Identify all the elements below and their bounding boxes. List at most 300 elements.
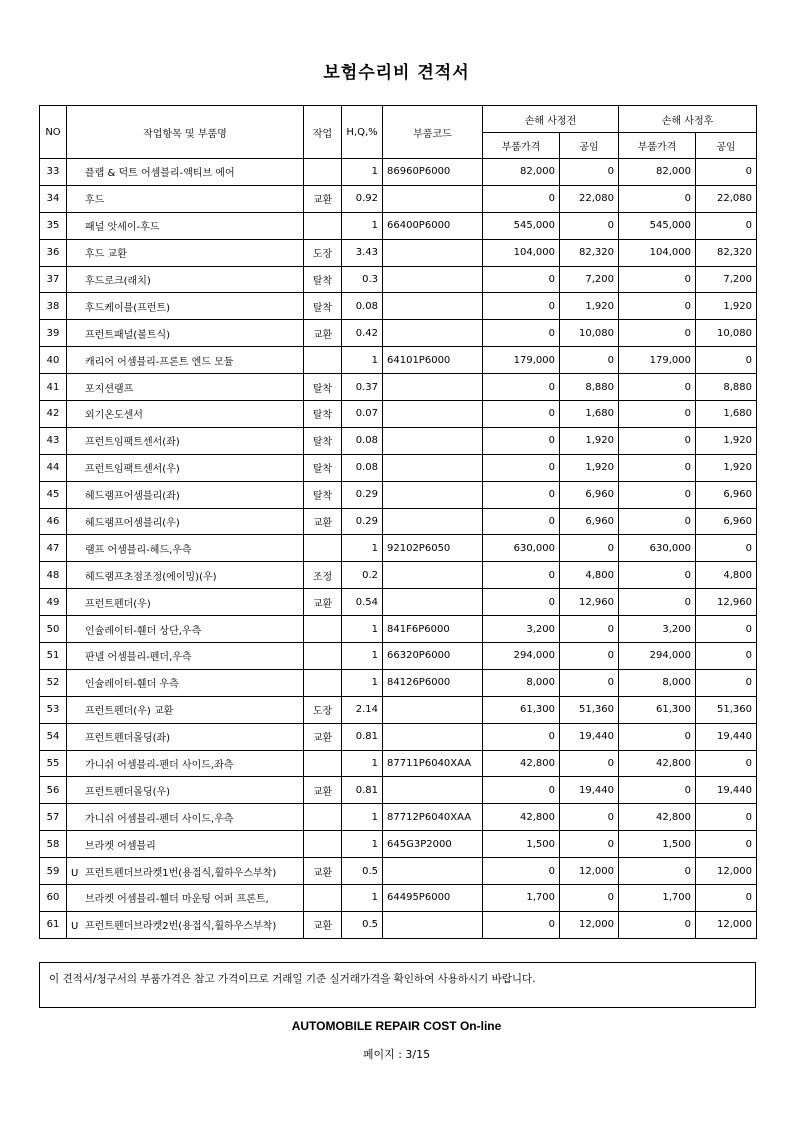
cell-labor-after: 0 (696, 750, 757, 777)
cell-no: 57 (40, 804, 67, 831)
cell-item-name (67, 723, 304, 750)
cell-hq: 1 (342, 804, 383, 831)
header-item: 작업항목 및 부품명 (67, 106, 304, 159)
cell-item-text: 램프 어셈블리-헤드,우측 (85, 544, 192, 556)
cell-labor-before: 19,440 (560, 777, 619, 804)
cell-labor-after: 82,320 (696, 239, 757, 266)
cell-no: 44 (40, 454, 67, 481)
cell-item-name (67, 212, 304, 239)
cell-labor-before: 1,920 (560, 293, 619, 320)
table-row (40, 723, 757, 750)
estimate-table (39, 105, 757, 939)
cell-part-price-before: 0 (483, 911, 560, 938)
cell-no: 40 (40, 347, 67, 374)
cell-item-text: 프런트펜더(우) (85, 598, 151, 610)
cell-work: 탈착 (304, 427, 342, 454)
cell-hq: 1 (342, 643, 383, 670)
cell-item-name (67, 643, 304, 670)
table-row (40, 616, 757, 643)
table-row (40, 750, 757, 777)
cell-part-code (383, 454, 483, 481)
cell-part-code: 92102P6050 (383, 535, 483, 562)
cell-item-text: 후드로크(래치) (85, 276, 151, 287)
cell-part-price-after: 294,000 (619, 643, 696, 670)
cell-no: 56 (40, 777, 67, 804)
cell-part-price-after: 104,000 (619, 239, 696, 266)
cell-item-name (67, 239, 304, 266)
cell-hq: 0.92 (342, 185, 383, 212)
cell-labor-after: 10,080 (696, 320, 757, 347)
cell-work: 탈착 (304, 293, 342, 320)
cell-item-text: 프런트임팩트센서(좌) (85, 437, 180, 449)
cell-part-price-after: 61,300 (619, 696, 696, 723)
cell-part-price-before: 3,200 (483, 616, 560, 643)
cell-item-name (67, 831, 304, 858)
table-row (40, 185, 757, 212)
cell-labor-after: 7,200 (696, 266, 757, 293)
cell-labor-after: 0 (696, 159, 757, 186)
cell-work (304, 616, 342, 643)
cell-labor-before: 0 (560, 212, 619, 239)
cell-part-code (383, 481, 483, 508)
cell-hq: 3.43 (342, 239, 383, 266)
cell-part-code (383, 320, 483, 347)
cell-labor-after: 0 (696, 616, 757, 643)
table-row (40, 696, 757, 723)
cell-part-price-before: 8,000 (483, 669, 560, 696)
cell-part-price-after: 8,000 (619, 669, 696, 696)
cell-part-price-after: 0 (619, 320, 696, 347)
cell-item-name (67, 562, 304, 589)
cell-labor-before: 10,080 (560, 320, 619, 347)
cell-item-text: 후드 교환 (85, 249, 127, 261)
cell-part-price-after: 0 (619, 858, 696, 885)
cell-part-price-after: 545,000 (619, 212, 696, 239)
cell-part-price-after: 0 (619, 293, 696, 320)
cell-part-price-before: 42,800 (483, 804, 560, 831)
cell-hq: 0.29 (342, 481, 383, 508)
cell-part-price-after: 0 (619, 401, 696, 428)
cell-part-price-after: 0 (619, 266, 696, 293)
cell-part-price-before: 82,000 (483, 159, 560, 186)
cell-work: 탈착 (304, 481, 342, 508)
cell-part-code: 84126P6000 (383, 669, 483, 696)
cell-work (304, 212, 342, 239)
cell-work (304, 535, 342, 562)
cell-item-text: 후드케이블(프런트) (85, 302, 171, 314)
cell-item-text: 외기온도센서 (85, 410, 143, 422)
cell-work (304, 159, 342, 186)
cell-labor-before: 0 (560, 347, 619, 374)
cell-part-price-before: 0 (483, 185, 560, 212)
cell-part-code: 841F6P6000 (383, 616, 483, 643)
cell-labor-before: 0 (560, 535, 619, 562)
cell-labor-after: 51,360 (696, 696, 757, 723)
cell-part-price-before: 1,700 (483, 885, 560, 912)
table-row (40, 159, 757, 186)
cell-labor-after: 1,680 (696, 401, 757, 428)
cell-item-name (67, 669, 304, 696)
cell-part-code: 66400P6000 (383, 212, 483, 239)
cell-labor-before: 1,920 (560, 454, 619, 481)
table-row (40, 347, 757, 374)
cell-item-text: 헤드램프어셈블리(좌) (85, 491, 180, 503)
cell-part-price-after: 0 (619, 723, 696, 750)
cell-hq: 0.07 (342, 401, 383, 428)
cell-item-text: 프런트펜더몰딩(좌) (85, 733, 171, 745)
cell-no: 41 (40, 374, 67, 401)
note-box (39, 962, 756, 1008)
cell-work: 교환 (304, 911, 342, 938)
table-row (40, 589, 757, 616)
cell-labor-after: 22,080 (696, 185, 757, 212)
cell-labor-before: 1,920 (560, 427, 619, 454)
cell-item-name (67, 804, 304, 831)
cell-no: 33 (40, 159, 67, 186)
cell-work: 교환 (304, 589, 342, 616)
cell-hq: 1 (342, 347, 383, 374)
cell-item-name (67, 750, 304, 777)
cell-no: 37 (40, 266, 67, 293)
cell-labor-after: 8,880 (696, 374, 757, 401)
cell-item-name (67, 320, 304, 347)
cell-item-text: 헤드램프초점조정(에이밍)(우) (85, 571, 217, 583)
cell-part-price-before: 0 (483, 427, 560, 454)
document-title: 보험수리비 견적서 (323, 63, 470, 83)
header-code: 부품코드 (383, 106, 483, 159)
cell-labor-before: 22,080 (560, 185, 619, 212)
cell-labor-before: 6,960 (560, 508, 619, 535)
cell-labor-after: 19,440 (696, 723, 757, 750)
cell-labor-before: 0 (560, 643, 619, 670)
table-row (40, 562, 757, 589)
cell-work: 도장 (304, 239, 342, 266)
cell-labor-after: 0 (696, 347, 757, 374)
cell-part-price-after: 630,000 (619, 535, 696, 562)
table-row (40, 454, 757, 481)
cell-work: 교환 (304, 777, 342, 804)
cell-item-name (67, 293, 304, 320)
cell-part-code: 645G3P2000 (383, 831, 483, 858)
cell-part-code (383, 401, 483, 428)
cell-hq: 0.2 (342, 562, 383, 589)
cell-labor-before: 0 (560, 831, 619, 858)
cell-hq: 0.08 (342, 427, 383, 454)
cell-item-text: 인슐레이터-휀더 우측 (85, 679, 179, 691)
cell-part-price-before: 0 (483, 293, 560, 320)
cell-item-text: 플랩 & 덕트 어셈블리-액티브 에어 (85, 168, 235, 180)
note-text: 이 견적서/청구서의 부품가격은 참고 가격이므로 거래일 기준 실거래가격을 확인하여 사용하시기 바랍니다. (49, 973, 536, 985)
cell-item-name (67, 885, 304, 912)
cell-item-text: 가니쉬 어셈블리-펜더 사이드,좌측 (85, 760, 234, 772)
cell-part-code: 64495P6000 (383, 885, 483, 912)
cell-no: 53 (40, 696, 67, 723)
table-row (40, 374, 757, 401)
cell-labor-after: 0 (696, 804, 757, 831)
cell-item-name (67, 535, 304, 562)
table-row (40, 669, 757, 696)
cell-part-price-after: 42,800 (619, 804, 696, 831)
table-row (40, 481, 757, 508)
cell-labor-after: 0 (696, 643, 757, 670)
cell-item-name (67, 911, 304, 938)
cell-part-price-after: 0 (619, 508, 696, 535)
cell-labor-after: 1,920 (696, 454, 757, 481)
cell-labor-after: 0 (696, 535, 757, 562)
cell-work (304, 750, 342, 777)
cell-labor-after: 12,000 (696, 911, 757, 938)
cell-labor-after: 6,960 (696, 508, 757, 535)
cell-item-name (67, 696, 304, 723)
cell-no: 50 (40, 616, 67, 643)
cell-hq: 1 (342, 831, 383, 858)
cell-part-price-before: 0 (483, 454, 560, 481)
cell-item-text: 판넬 어셈블리-펜더,우측 (85, 652, 192, 664)
cell-labor-before: 19,440 (560, 723, 619, 750)
cell-part-code (383, 508, 483, 535)
cell-no: 51 (40, 643, 67, 670)
cell-part-code (383, 239, 483, 266)
table-row (40, 427, 757, 454)
cell-part-price-before: 1,500 (483, 831, 560, 858)
cell-part-code (383, 427, 483, 454)
cell-mark: U (71, 921, 79, 933)
cell-part-code (383, 858, 483, 885)
cell-part-price-before: 0 (483, 777, 560, 804)
cell-item-text: 캐리어 어셈블리-프론트 엔드 모듈 (85, 356, 234, 368)
cell-work: 교환 (304, 508, 342, 535)
cell-part-price-after: 0 (619, 374, 696, 401)
cell-hq: 1 (342, 750, 383, 777)
cell-item-name (67, 454, 304, 481)
header-labor-before: 공임 (560, 133, 619, 159)
cell-work: 조정 (304, 562, 342, 589)
cell-hq: 0.81 (342, 777, 383, 804)
cell-work (304, 347, 342, 374)
table-row (40, 239, 757, 266)
cell-work: 탈착 (304, 266, 342, 293)
cell-labor-before: 0 (560, 750, 619, 777)
cell-item-text: 패널 앗세이-후드 (85, 222, 160, 234)
cell-no: 48 (40, 562, 67, 589)
cell-part-code: 64101P6000 (383, 347, 483, 374)
cell-part-price-after: 1,500 (619, 831, 696, 858)
table-row (40, 831, 757, 858)
cell-work: 교환 (304, 723, 342, 750)
cell-labor-before: 0 (560, 616, 619, 643)
cell-labor-before: 1,680 (560, 401, 619, 428)
cell-part-code (383, 374, 483, 401)
cell-part-price-after: 0 (619, 427, 696, 454)
table-row (40, 535, 757, 562)
cell-part-code (383, 562, 483, 589)
cell-item-name (67, 508, 304, 535)
cell-item-name (67, 427, 304, 454)
cell-work (304, 804, 342, 831)
cell-labor-after: 12,960 (696, 589, 757, 616)
table-row (40, 212, 757, 239)
cell-part-price-after: 0 (619, 777, 696, 804)
cell-part-price-after: 0 (619, 589, 696, 616)
table-row (40, 293, 757, 320)
cell-labor-after: 1,920 (696, 427, 757, 454)
cell-part-code: 66320P6000 (383, 643, 483, 670)
cell-work: 교환 (304, 185, 342, 212)
cell-item-name (67, 858, 304, 885)
cell-no: 60 (40, 885, 67, 912)
cell-no: 45 (40, 481, 67, 508)
cell-part-code (383, 696, 483, 723)
cell-part-price-before: 294,000 (483, 643, 560, 670)
cell-hq: 1 (342, 616, 383, 643)
cell-labor-before: 12,960 (560, 589, 619, 616)
header-part-price-after: 부품가격 (619, 133, 696, 159)
table-body (40, 159, 757, 939)
cell-item-text: 프런트펜더브라켓2번(용접식,휠하우스부착) (85, 921, 277, 933)
table-row (40, 643, 757, 670)
cell-mark: U (71, 867, 79, 879)
cell-work: 교환 (304, 858, 342, 885)
cell-part-price-before: 0 (483, 723, 560, 750)
cell-part-price-before: 0 (483, 589, 560, 616)
cell-part-price-after: 3,200 (619, 616, 696, 643)
cell-item-text: 브라켓 어셈블리 (85, 840, 156, 852)
cell-no: 36 (40, 239, 67, 266)
cell-part-price-before: 0 (483, 858, 560, 885)
cell-part-price-before: 0 (483, 508, 560, 535)
cell-labor-after: 0 (696, 212, 757, 239)
cell-hq: 0.5 (342, 911, 383, 938)
cell-part-code: 87712P6040XAA (383, 804, 483, 831)
cell-labor-after: 19,440 (696, 777, 757, 804)
cell-item-name (67, 374, 304, 401)
cell-no: 47 (40, 535, 67, 562)
cell-labor-before: 82,320 (560, 239, 619, 266)
header-after: 손해 사정후 (619, 106, 757, 133)
cell-labor-after: 0 (696, 669, 757, 696)
cell-item-text: 후드 (85, 195, 105, 207)
cell-item-text: 프런트펜더(우) 교환 (85, 706, 174, 718)
cell-hq: 0.42 (342, 320, 383, 347)
cell-part-code (383, 723, 483, 750)
cell-part-price-before: 0 (483, 481, 560, 508)
cell-hq: 1 (342, 669, 383, 696)
table-row (40, 320, 757, 347)
cell-part-price-before: 0 (483, 320, 560, 347)
cell-part-price-after: 42,800 (619, 750, 696, 777)
cell-part-price-after: 0 (619, 185, 696, 212)
cell-no: 46 (40, 508, 67, 535)
cell-part-price-after: 82,000 (619, 159, 696, 186)
table-row (40, 804, 757, 831)
cell-part-code (383, 589, 483, 616)
cell-item-text: 프런트패널(볼트식) (85, 329, 171, 341)
cell-no: 55 (40, 750, 67, 777)
cell-labor-after: 0 (696, 831, 757, 858)
cell-work (304, 669, 342, 696)
cell-no: 43 (40, 427, 67, 454)
cell-work: 교환 (304, 320, 342, 347)
header-part-price-before: 부품가격 (483, 133, 560, 159)
cell-labor-before: 8,880 (560, 374, 619, 401)
cell-labor-before: 4,800 (560, 562, 619, 589)
table-row (40, 885, 757, 912)
cell-labor-before: 0 (560, 885, 619, 912)
cell-labor-after: 1,920 (696, 293, 757, 320)
cell-no: 49 (40, 589, 67, 616)
cell-labor-before: 0 (560, 159, 619, 186)
cell-labor-after: 6,960 (696, 481, 757, 508)
cell-part-price-after: 0 (619, 454, 696, 481)
cell-hq: 0.08 (342, 454, 383, 481)
cell-item-name (67, 481, 304, 508)
cell-item-name (67, 159, 304, 186)
cell-work: 탈착 (304, 401, 342, 428)
cell-part-price-before: 0 (483, 401, 560, 428)
cell-labor-before: 0 (560, 669, 619, 696)
cell-labor-before: 51,360 (560, 696, 619, 723)
cell-work: 탈착 (304, 454, 342, 481)
cell-part-code (383, 266, 483, 293)
cell-part-code (383, 293, 483, 320)
cell-no: 42 (40, 401, 67, 428)
cell-part-price-before: 630,000 (483, 535, 560, 562)
table-row (40, 266, 757, 293)
header-labor-after: 공임 (696, 133, 757, 159)
cell-item-name (67, 266, 304, 293)
cell-part-price-before: 42,800 (483, 750, 560, 777)
table-row (40, 911, 757, 938)
cell-item-name (67, 777, 304, 804)
cell-hq: 0.29 (342, 508, 383, 535)
cell-part-price-after: 0 (619, 911, 696, 938)
cell-labor-after: 12,000 (696, 858, 757, 885)
table-row (40, 508, 757, 535)
cell-item-name (67, 401, 304, 428)
cell-labor-before: 12,000 (560, 911, 619, 938)
cell-labor-before: 7,200 (560, 266, 619, 293)
page-number: 페이지 : 3/15 (362, 1048, 431, 1061)
cell-part-price-before: 179,000 (483, 347, 560, 374)
header-no: NO (40, 106, 67, 159)
cell-hq: 0.37 (342, 374, 383, 401)
cell-labor-after: 4,800 (696, 562, 757, 589)
table-row (40, 401, 757, 428)
header-hq: H,Q,% (342, 106, 383, 159)
cell-work: 탈착 (304, 374, 342, 401)
cell-no: 54 (40, 723, 67, 750)
cell-work (304, 643, 342, 670)
cell-hq: 0.3 (342, 266, 383, 293)
header-work: 작업 (304, 106, 342, 159)
cell-part-price-before: 104,000 (483, 239, 560, 266)
cell-no: 58 (40, 831, 67, 858)
cell-no: 39 (40, 320, 67, 347)
table-row (40, 777, 757, 804)
cell-part-price-after: 179,000 (619, 347, 696, 374)
header-before: 손해 사정전 (483, 106, 619, 133)
cell-hq: 1 (342, 159, 383, 186)
cell-no: 61 (40, 911, 67, 938)
cell-hq: 2.14 (342, 696, 383, 723)
cell-part-code (383, 185, 483, 212)
cell-part-price-after: 0 (619, 562, 696, 589)
cell-item-text: 브라켓 어셈블리-휀더 마운팅 어퍼 프론트, (85, 894, 269, 906)
cell-item-text: 프런트펜더브라켓1번(용접식,휠하우스부착) (85, 867, 277, 879)
cell-hq: 1 (342, 212, 383, 239)
cell-part-price-before: 545,000 (483, 212, 560, 239)
cell-no: 34 (40, 185, 67, 212)
